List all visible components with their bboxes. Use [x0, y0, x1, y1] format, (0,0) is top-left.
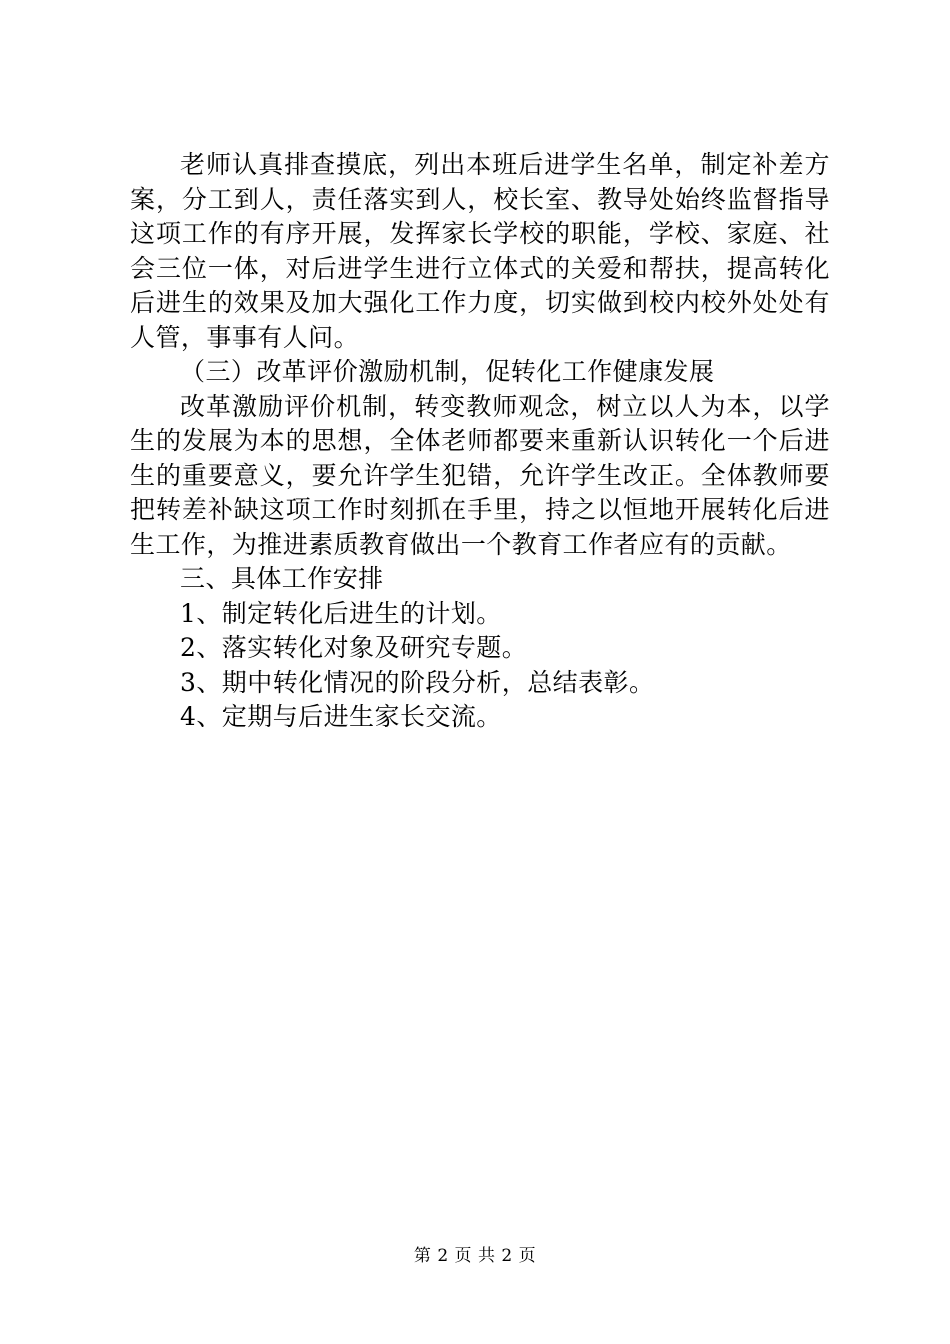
section-heading-work-arrangement: 三、具体工作安排: [180, 564, 384, 593]
list-item-4: 4、定期与后进生家长交流。: [180, 702, 502, 731]
list-item-1: 1、制定转化后进生的计划。: [180, 598, 502, 628]
list-item-3: 3、期中转化情况的阶段分析，总结表彰。: [180, 667, 655, 697]
paragraph-reform-evaluation: 改革激励评价机制，转变教师观念，树立以人为本，以学生的发展为本的思想，全体老师都要来重新认识转化一个后进生的重要意义，要允许学生犯错，允许学生改正。全体教师要把转差补缺这项工作时刻抓在手里，持之以恒地开展转化后进生工作，为推进素质教育做出一个教育工作者应有的贡献。: [130, 391, 830, 559]
paragraph-teacher-investigation: 老师认真排查摸底，列出本班后进学生名单，制定补差方案，分工到人，责任落实到人，校长室、教导处始终监督指导这项工作的有序开展，发挥家长学校的职能，学校、家庭、社会三位一体，对后进学生进行立体式的关爱和帮扶，提高转化后进生的效果及加大强化工作力度，切实做到校内校外处处有人管，事事有人问。: [130, 150, 830, 352]
document-body: [130, 148, 830, 735]
page-number-footer: 第 2 页 共 2 页: [413, 1246, 537, 1266]
list-item-2: 2、落实转化对象及研究专题。: [180, 633, 528, 662]
section-heading-evaluation-mechanism: （三）改革评价激励机制，促转化工作健康发展: [180, 357, 715, 386]
